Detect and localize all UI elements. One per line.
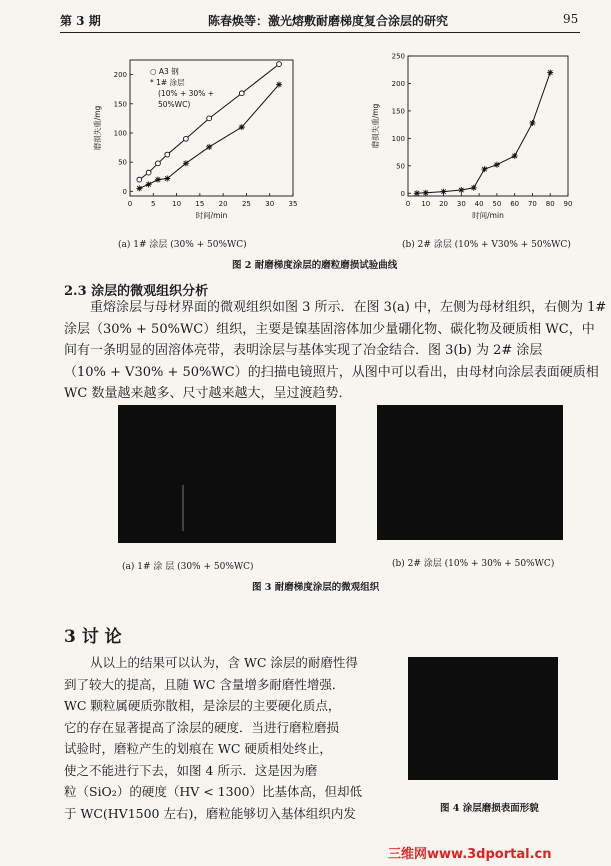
x-tick-label: 20 [218,200,228,208]
figure2-charts [80,48,580,223]
y-tick-label: 150 [113,100,127,109]
header-rule [60,32,580,33]
data-point-star [471,185,477,191]
series-line [417,72,550,193]
x-tick-label: 20 [439,200,449,208]
legend-entry: ○ A3 钢 [150,67,179,76]
x-tick-label: 0 [127,200,133,208]
x-tick-label: 30 [456,200,466,208]
micrograph-fig3b [377,405,563,540]
data-point-star [547,69,553,75]
data-point-star [206,144,212,150]
data-point-circle [207,116,212,121]
data-point-star [414,190,420,196]
fig3b-caption: (b) 2# 涂层 (10% + 30% + 50%WC) [392,559,555,569]
y-axis-label: 磨损失重/mg [371,103,380,149]
x-tick-label: 50 [492,200,502,208]
data-point-star [183,160,189,166]
data-point-star [441,189,447,195]
data-point-star [494,162,500,168]
data-point-circle [183,136,188,141]
x-tick-label: 80 [545,200,555,208]
data-point-circle [146,170,151,175]
micrograph-fig4 [408,657,558,780]
y-tick-label: 100 [391,134,405,143]
x-tick-label: 70 [527,200,537,208]
paragraph-line: 从以上的结果可以认为，含 WC 涂层的耐磨性得 [90,655,358,670]
figure3-title: 图 3 耐磨梯度涂层的微观组织 [252,582,380,593]
section-3-heading: 3 讨 论 [64,627,122,647]
data-point-star [155,177,161,183]
paragraph-line: 它的存在显著提高了涂层的硬度．当进行磨粒磨损 [64,719,340,735]
data-point-star [458,187,464,193]
data-point-star [423,190,429,196]
chart-a [92,60,297,220]
y-tick-label: 150 [391,107,405,116]
y-tick-label: 50 [118,158,127,167]
x-tick-label: 40 [474,200,484,208]
fig2a-caption: (a) 1# 涂层 (30% + 50%WC) [118,240,247,250]
paragraph-line: 使之不能进行下去，如图 4 所示．这是因为磨 [64,762,318,778]
x-tick-label: 90 [563,200,573,208]
micrograph-fig3a [118,405,336,543]
paragraph-line: 粒（SiO₂）的硬度（HV < 1300）比基体高，但却低 [64,784,362,799]
data-point-star [276,82,282,88]
issue-label: 第 3 期 [60,14,101,28]
x-tick-label: 15 [195,200,205,208]
y-tick-label: 200 [113,71,127,80]
paragraph-line: 间有一条明显的固溶体亮带，表明涂层与基体实现了冶金结合．图 3(b) 为 2# 涂层 [64,343,543,358]
data-point-circle [156,161,161,166]
x-tick-label: 25 [241,200,251,208]
data-point-star [146,181,152,187]
x-tick-label: 35 [288,200,298,208]
fig3a-caption: (a) 1# 涂 层 (30% + 50%WC) [122,562,254,572]
paragraph-line: 涂层（30% + 50%WC）组织，主要是镍基固溶体加少量硼化物、碳化物及硬质相 WC，中 [64,321,595,337]
x-tick-label: 60 [510,200,520,208]
chart-b [370,53,572,221]
plot-frame [408,56,568,196]
page-number: 95 [563,12,579,26]
data-point-star [239,124,245,130]
x-tick-label: 10 [172,200,182,208]
paragraph-line: 试验时，磨粒产生的划痕在 WC 硬质相处终止， [64,741,332,756]
watermark: 三维网www.3dportal.cn [388,847,552,862]
y-tick-label: 0 [122,187,127,196]
x-tick-label: 5 [151,200,156,208]
y-tick-label: 0 [400,189,405,198]
data-point-star [529,120,535,126]
data-point-circle [239,91,244,96]
legend-entry: * 1# 涂层 [150,78,185,87]
data-point-star [136,185,142,191]
x-tick-label: 30 [265,200,275,208]
data-point-star [512,153,518,159]
y-tick-label: 50 [396,162,405,171]
section-2-3-heading: 2.3 涂层的微观组织分析 [64,284,209,299]
fig2b-caption: (b) 2# 涂层 (10% + V30% + 50%WC) [402,240,571,250]
legend-entry: 50%WC) [158,100,191,109]
paragraph-line: 重熔涂层与母材界面的微观组织如图 3 所示．在图 3(a) 中，左侧为母材组织，右侧为 1# [90,300,607,315]
paragraph-line: 于 WC(HV1500 左右)，磨粒能够切入基体组织内发 [64,805,356,821]
paragraph-line: （10% + V30% + 50%WC）的扫描电镜照片，从图中可以看出，由母材向涂层表面硬质相 [64,364,599,380]
section-2-3-body [64,297,607,405]
y-axis-label: 磨损失重/mg [93,105,102,151]
data-point-star [481,166,487,172]
x-axis-label: 时间/min [472,211,504,220]
section-3-body [64,652,394,824]
figure4-title: 图 4 涂层磨损表面形貌 [440,803,539,814]
x-tick-label: 10 [421,200,431,208]
y-tick-label: 250 [391,52,405,61]
figure2-title: 图 2 耐磨梯度涂层的磨粒磨损试验曲线 [232,260,398,271]
y-tick-label: 100 [113,129,127,138]
legend-entry: (10% + 30% + [158,89,214,98]
paragraph-line: WC 数量越来越多、尺寸越来越大，呈过渡趋势． [64,386,352,401]
y-tick-label: 200 [391,79,405,88]
data-point-circle [137,177,142,182]
paragraph-line: WC 颗粒属硬质弥散相，是涂层的主要硬化质点， [64,698,341,713]
data-point-star [164,175,170,181]
x-tick-label: 0 [405,200,411,208]
paragraph-line: 到了较大的提高，且随 WC 含量增多耐磨性增强． [64,676,345,692]
data-point-circle [165,152,170,157]
running-title: 陈春焕等：激光熔敷耐磨梯度复合涂层的研究 [208,14,449,28]
data-point-circle [277,62,282,67]
x-axis-label: 时间/min [195,211,228,220]
